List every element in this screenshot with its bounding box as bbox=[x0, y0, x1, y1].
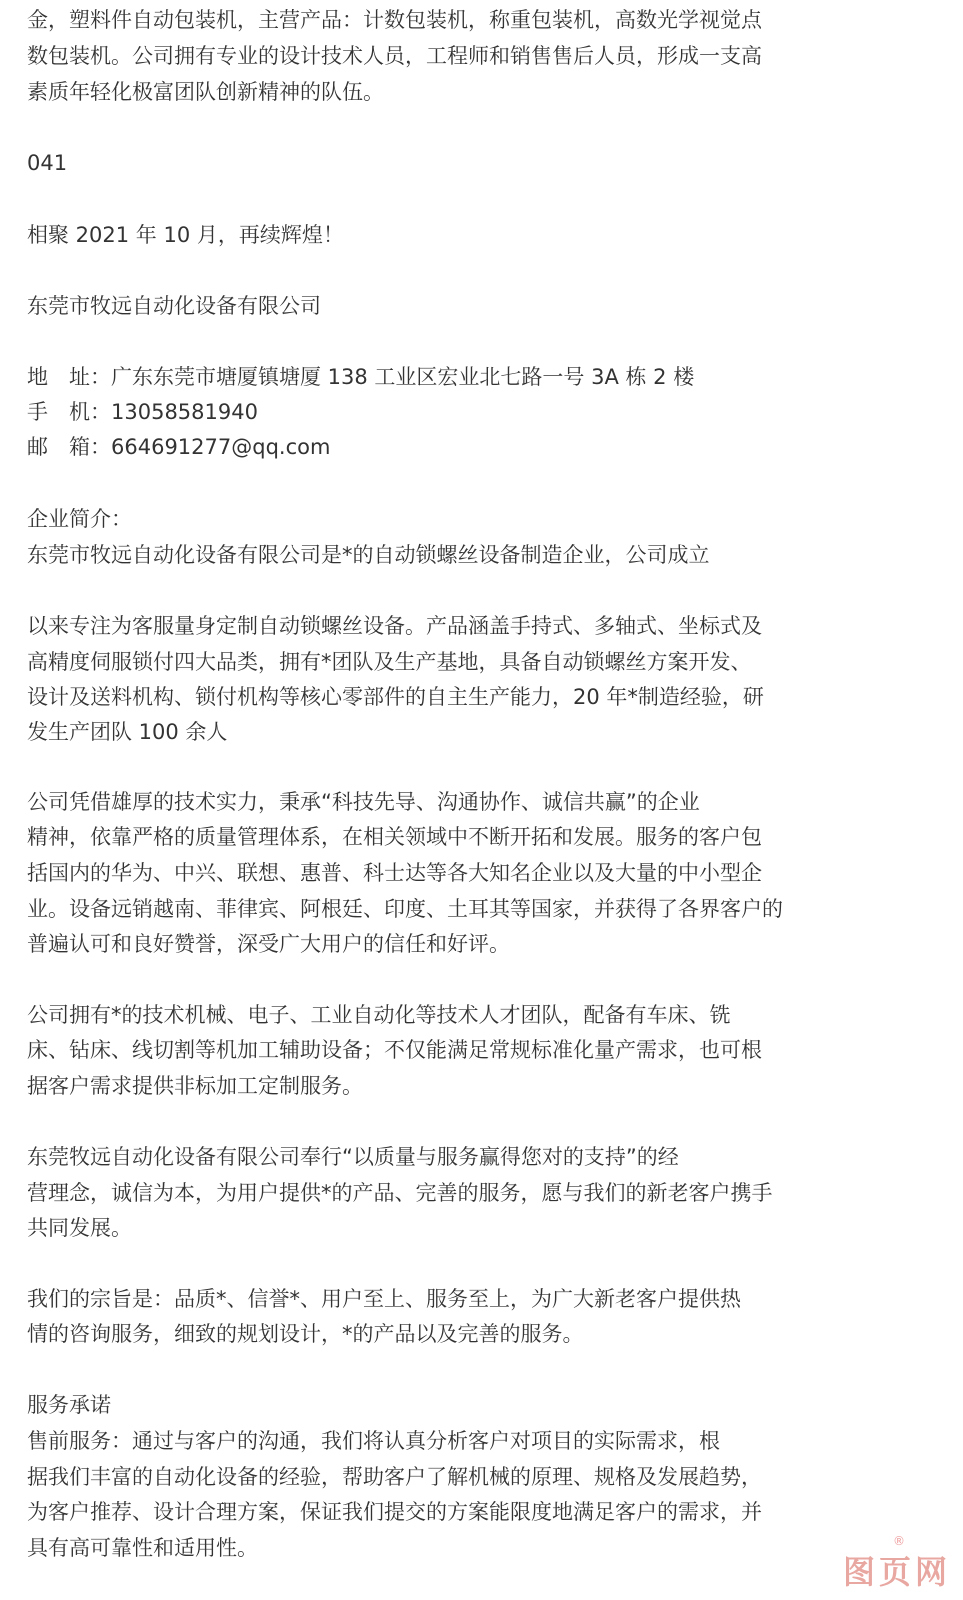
profile-line-5: 发生产团队 100 余人 bbox=[27, 720, 228, 744]
service-line-3: 为客户推荐、设计合理方案，保证我们提交的方案能限度地满足客户的需求，并 bbox=[27, 1500, 762, 1524]
team-line-3: 据客户需求提供非标加工定制服务。 bbox=[27, 1074, 363, 1098]
purpose-line-1: 我们的宗旨是：品质*、信誉*、用户至上、服务至上，为广大新老客户提供热 bbox=[27, 1287, 741, 1311]
strength-line-1: 公司凭借雄厚的技术实力，秉承“科技先导、沟通协作、诚信共赢”的企业 bbox=[27, 790, 700, 814]
intro-line-1: 金，塑料件自动包装机，主营产品：计数包装机，称重包装机，高数光学视觉点 bbox=[27, 8, 762, 32]
section-number: 041 bbox=[27, 151, 68, 175]
watermark-text: 图页网 bbox=[842, 1553, 951, 1591]
profile-line-1: 东莞市牧远自动化设备有限公司是*的自动锁螺丝设备制造企业，公司成立 bbox=[27, 543, 710, 567]
strength-line-2: 精神，依靠严格的质量管理体系，在相关领域中不断开拓和发展。服务的客户包 bbox=[27, 825, 762, 849]
team-line-1: 公司拥有*的技术机械、电子、工业自动化等技术人才团队，配备有车床、铣 bbox=[27, 1003, 731, 1027]
profile-line-3: 高精度伺服锁付四大品类，拥有*团队及生产基地，具备自动锁螺丝方案开发、 bbox=[27, 650, 752, 674]
phone-line: 手 机：13058581940 bbox=[27, 400, 258, 424]
email-line: 邮 箱：664691277@qq.com bbox=[27, 435, 331, 459]
slogan-line: 相聚 2021 年 10 月，再续辉煌！ bbox=[27, 223, 344, 247]
registered-mark: ® bbox=[893, 1534, 905, 1548]
strength-line-3: 括国内的华为、中兴、联想、惠普、科士达等各大知名企业以及大量的中小型企 bbox=[27, 861, 762, 885]
team-line-2: 床、钻床、线切割等机加工辅助设备；不仅能满足常规标准化量产需求，也可根 bbox=[27, 1038, 762, 1062]
philosophy-line-2: 营理念，诚信为本，为用户提供*的产品、完善的服务，愿与我们的新老客户携手 bbox=[27, 1181, 773, 1205]
philosophy-line-3: 共同发展。 bbox=[27, 1216, 132, 1240]
company-name: 东莞市牧远自动化设备有限公司 bbox=[27, 294, 321, 318]
intro-line-2: 数包装机。公司拥有专业的设计技术人员，工程师和销售售后人员，形成一支高 bbox=[27, 44, 762, 68]
service-heading: 服务承诺 bbox=[27, 1393, 111, 1417]
profile-line-4: 设计及送料机构、锁付机构等核心零部件的自主生产能力，20 年*制造经验，研 bbox=[27, 685, 764, 709]
profile-heading: 企业简介： bbox=[27, 507, 132, 531]
intro-line-3: 素质年轻化极富团队创新精神的队伍。 bbox=[27, 80, 384, 104]
address-line: 地 址：广东东莞市塘厦镇塘厦 138 工业区宏业北七路一号 3A 栋 2 楼 bbox=[27, 365, 695, 389]
site-watermark bbox=[823, 1534, 951, 1592]
service-line-1: 售前服务：通过与客户的沟通，我们将认真分析客户对项目的实际需求，根 bbox=[27, 1429, 720, 1453]
service-line-4: 具有高可靠性和适用性。 bbox=[27, 1536, 258, 1560]
philosophy-line-1: 东莞牧远自动化设备有限公司奉行“以质量与服务赢得您对的支持”的经 bbox=[27, 1145, 679, 1169]
strength-line-4: 业。设备远销越南、菲律宾、阿根廷、印度、土耳其等国家，并获得了各界客户的 bbox=[27, 897, 783, 921]
purpose-line-2: 情的咨询服务，细致的规划设计，*的产品以及完善的服务。 bbox=[27, 1322, 584, 1346]
strength-line-5: 普遍认可和良好赞誉，深受广大用户的信任和好评。 bbox=[27, 932, 510, 956]
profile-line-2: 以来专注为客服量身定制自动锁螺丝设备。产品涵盖手持式、多轴式、坐标式及 bbox=[27, 614, 762, 638]
service-line-2: 据我们丰富的自动化设备的经验，帮助客户了解机械的原理、规格及发展趋势， bbox=[27, 1465, 762, 1489]
